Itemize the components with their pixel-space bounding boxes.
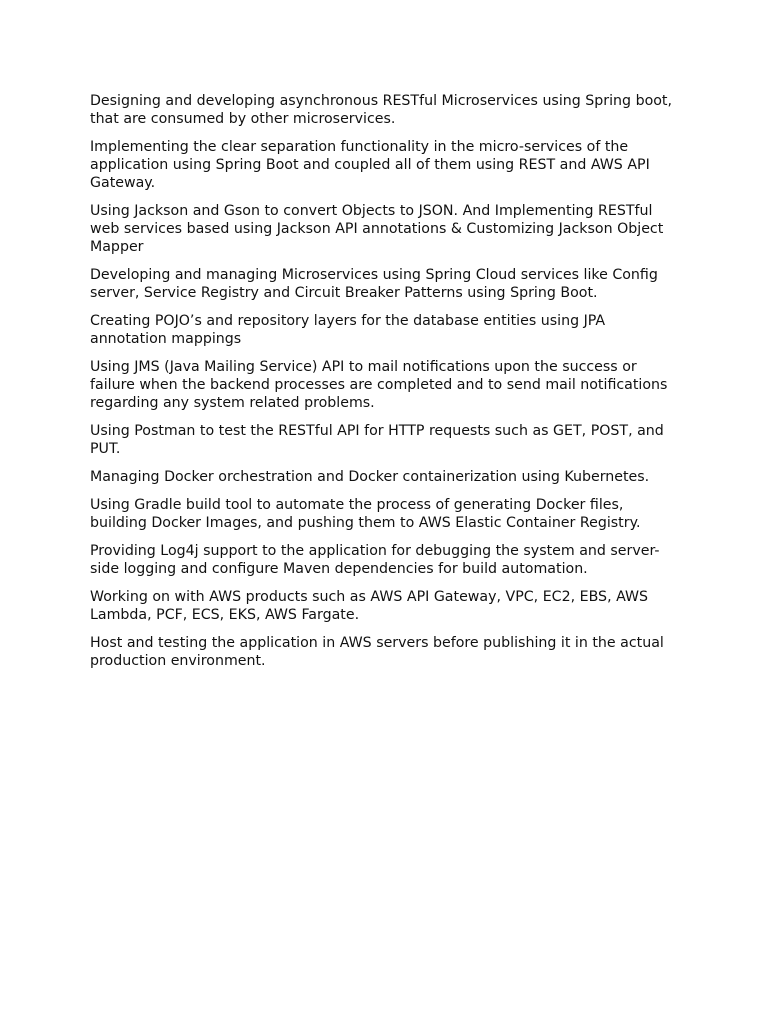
paragraph: Using Postman to test the RESTful API for HTTP requests such as GET, POST, and PUT.	[90, 423, 664, 457]
paragraph: Using Gradle build tool to automate the process of generating Docker files, building Docker Images, and pushing them to AWS Elastic Container Registry.	[90, 497, 641, 531]
paragraph: Designing and developing asynchronous RESTful Microservices using Spring boot, that are consumed by other microservices.	[90, 93, 673, 127]
paragraph: Implementing the clear separation functionality in the micro-services of the application using Spring Boot and coupled all of them using REST and AWS API Gateway.	[90, 139, 650, 191]
paragraph: Managing Docker orchestration and Docker containerization using Kubernetes.	[90, 469, 650, 485]
paragraph: Using JMS (Java Mailing Service) API to mail notifications upon the success or failure when the backend processes are completed and to send mail notifications regarding any system related problems.	[90, 359, 668, 411]
document-body	[90, 92, 682, 680]
paragraph: Working on with AWS products such as AWS API Gateway, VPC, EC2, EBS, AWS Lambda, PCF, ECS, EKS, AWS Fargate.	[90, 589, 649, 623]
paragraph: Host and testing the application in AWS servers before publishing it in the actual production environment.	[90, 635, 664, 669]
paragraph: Developing and managing Microservices using Spring Cloud services like Config server, Service Registry and Circuit Breaker Patterns using Spring Boot.	[90, 267, 658, 301]
paragraph: Creating POJO’s and repository layers for the database entities using JPA annotation mappings	[90, 313, 606, 347]
paragraph: Using Jackson and Gson to convert Objects to JSON. And Implementing RESTful web services based using Jackson API annotations & Customizing Jackson Object Mapper	[90, 203, 664, 255]
paragraph: Providing Log4j support to the application for debugging the system and server-side logging and configure Maven dependencies for build automation.	[90, 543, 660, 577]
